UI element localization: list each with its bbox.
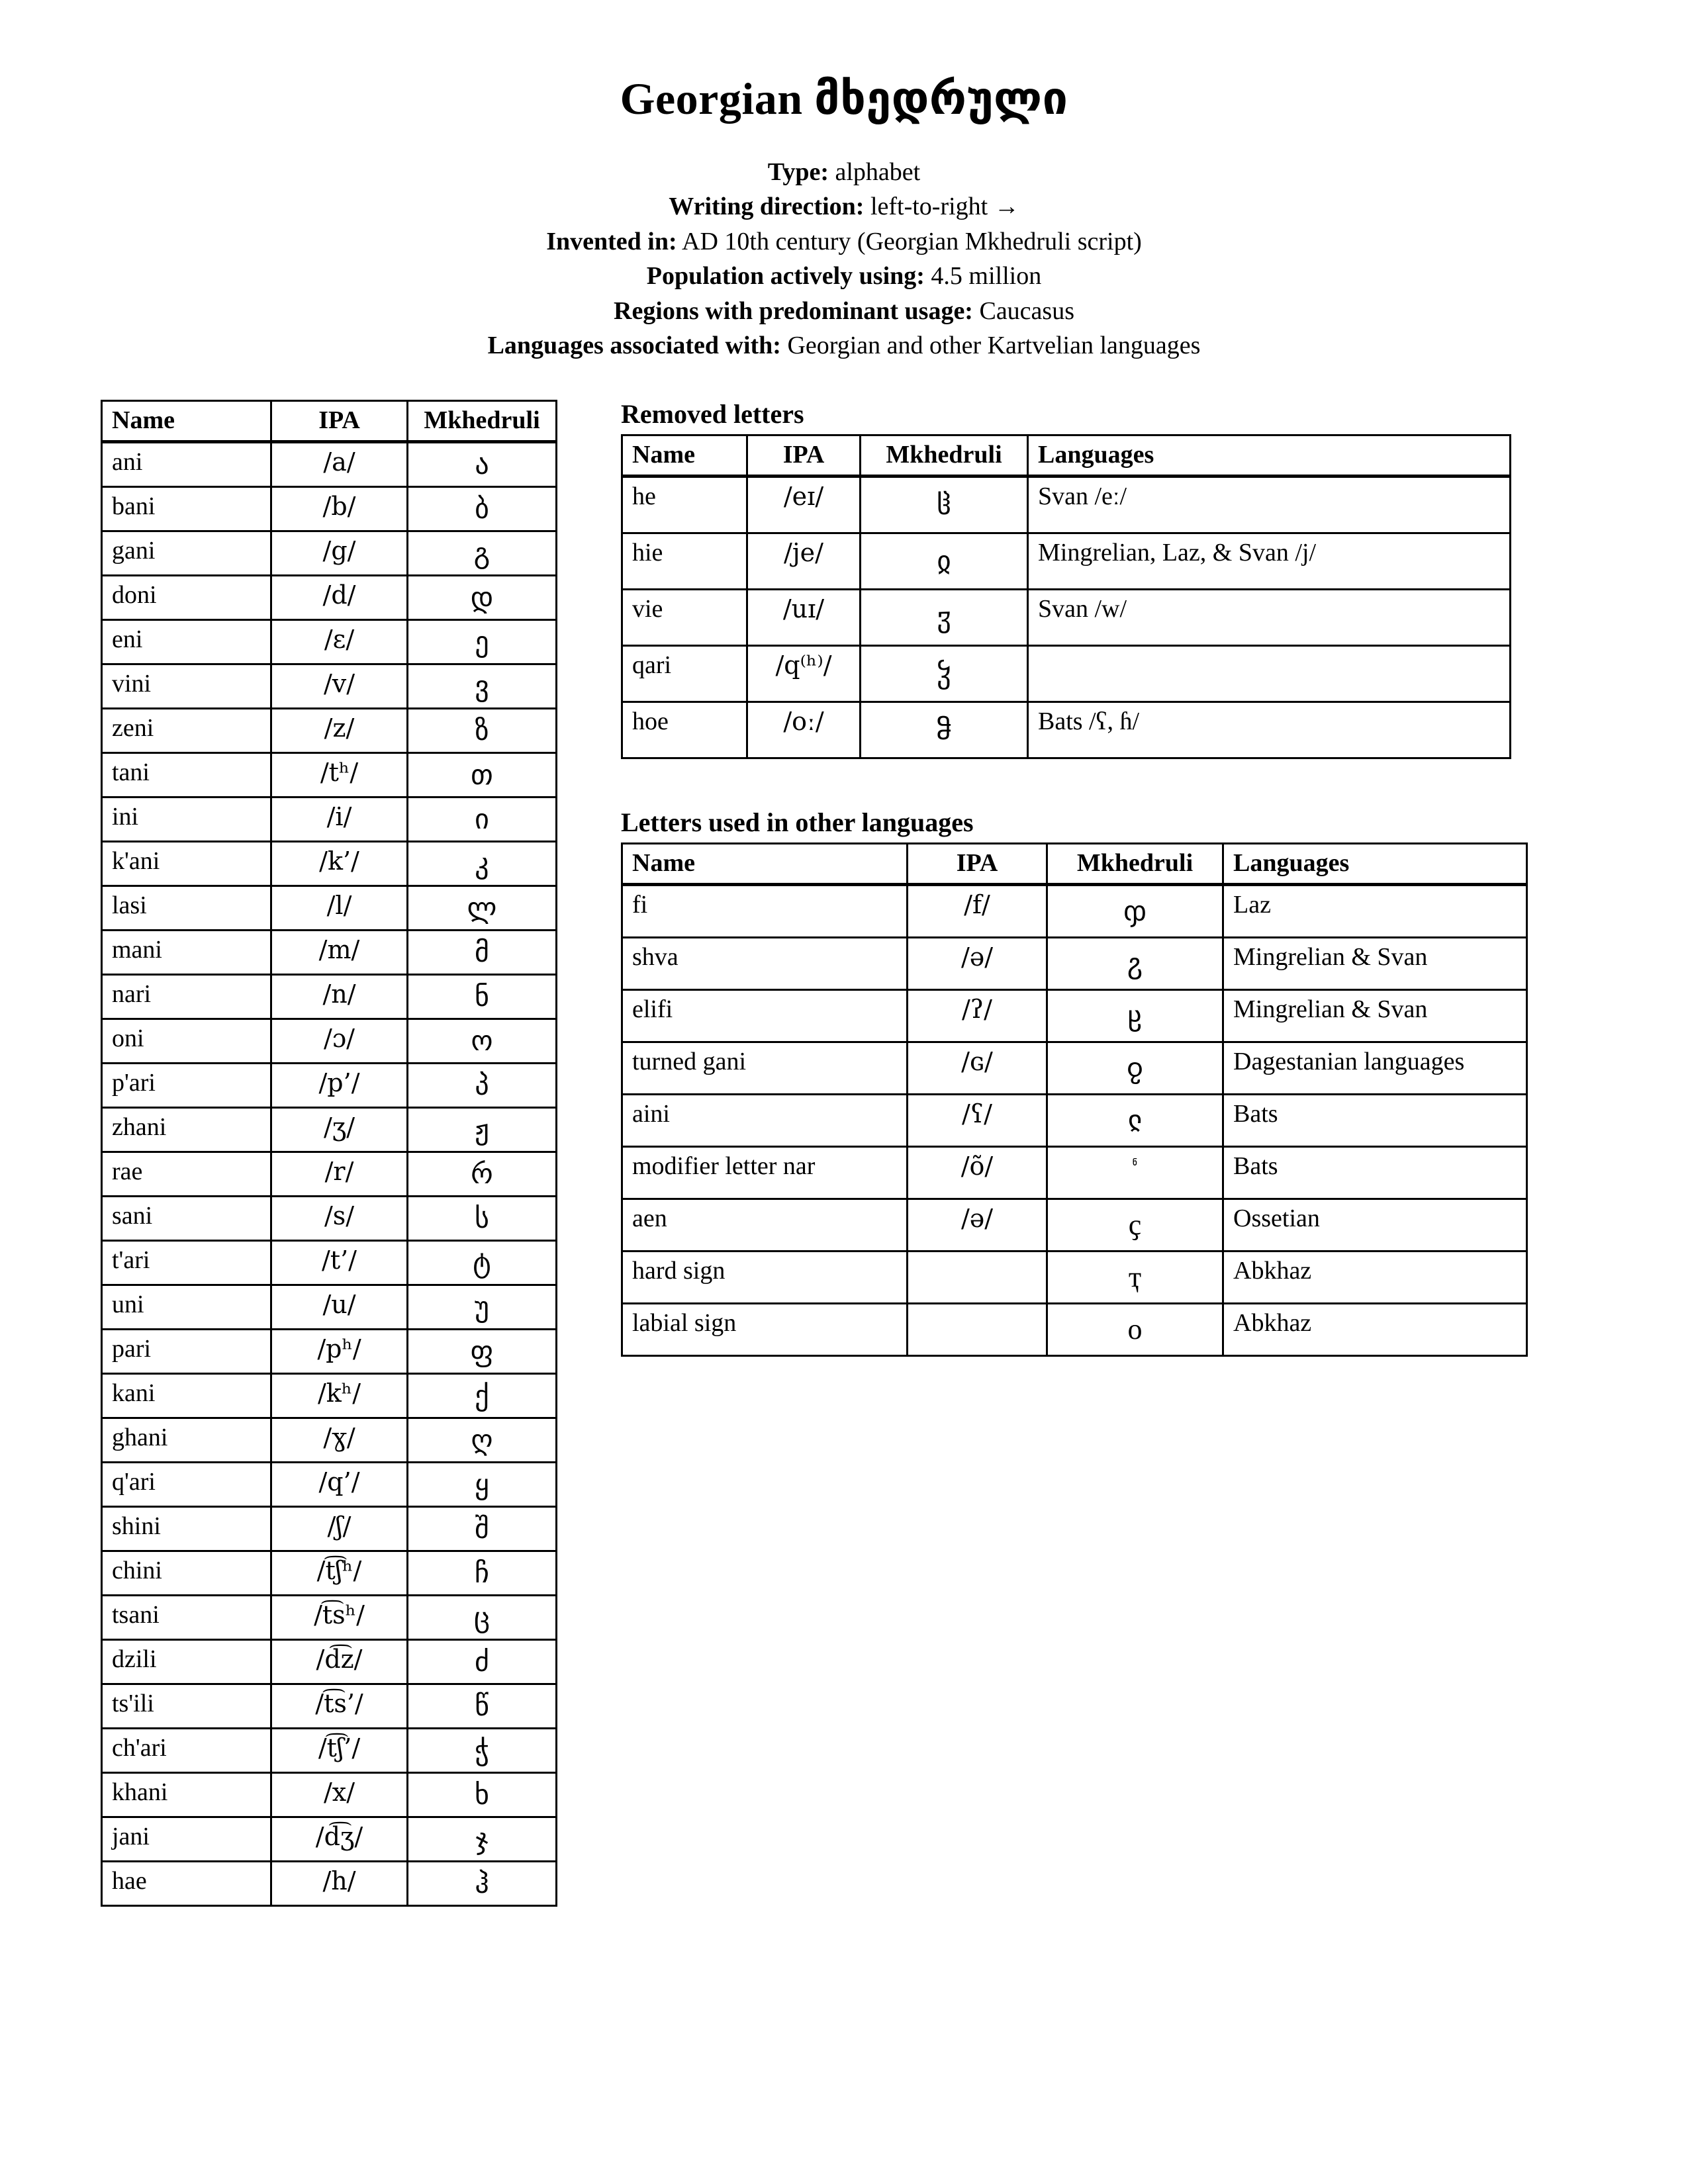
metadata-line-type [0, 155, 1688, 189]
cell-ipa: /d͡z/ [271, 1640, 408, 1684]
removed-letters-table [621, 434, 1511, 759]
cell-ipa: /k’/ [271, 842, 408, 886]
column-header-mkhedruli: Mkhedruli [861, 435, 1028, 477]
cell-languages: Bats /ʕ, ɦ/ [1028, 702, 1511, 758]
cell-ipa: /n/ [271, 975, 408, 1019]
cell-ipa [908, 1304, 1047, 1356]
table-row [622, 1147, 1527, 1199]
cell-ipa: /ɣ/ [271, 1418, 408, 1463]
metadata-value: 4.5 million [931, 262, 1042, 291]
cell-ipa: /eɪ/ [747, 477, 861, 533]
cell-languages: Abkhaz [1223, 1251, 1527, 1304]
table-row [102, 1418, 557, 1463]
cell-mkhedruli: ქ [408, 1374, 557, 1418]
cell-name: dzili [102, 1640, 271, 1684]
cell-ipa: /je/ [747, 533, 861, 590]
cell-languages: Dagestanian languages [1223, 1042, 1527, 1095]
cell-mkhedruli: შ [408, 1507, 557, 1551]
table-row [102, 1551, 557, 1596]
table-row [102, 1108, 557, 1152]
metadata-label: Population actively using: [646, 262, 925, 291]
cell-name: sani [102, 1197, 271, 1241]
cell-name: hoe [622, 702, 747, 758]
table-row [102, 1064, 557, 1108]
cell-name: mani [102, 931, 271, 975]
cell-name: eni [102, 620, 271, 664]
cell-mkhedruli: ჵ [861, 702, 1028, 758]
table-row [102, 931, 557, 975]
column-header-ipa: IPA [271, 401, 408, 442]
table-row [102, 1463, 557, 1507]
cell-ipa: /x/ [271, 1773, 408, 1817]
metadata-value: Caucasus [979, 296, 1074, 325]
cell-name: bani [102, 487, 271, 531]
column-header-mkhedruli: Mkhedruli [408, 401, 557, 442]
table-row [102, 1773, 557, 1817]
cell-ipa: /t͡ʃʰ/ [271, 1551, 408, 1596]
table-row [102, 1285, 557, 1330]
cell-name: turned gani [622, 1042, 908, 1095]
column-header-languages: Languages [1223, 844, 1527, 885]
table-row [102, 487, 557, 531]
cell-ipa: /kʰ/ [271, 1374, 408, 1418]
metadata-line-invented-in [0, 224, 1688, 259]
section-spacer [621, 759, 1511, 808]
cell-name: qari [622, 646, 747, 702]
metadata-line-population [0, 259, 1688, 293]
cell-ipa: /d͡ʒ/ [271, 1817, 408, 1862]
cell-languages: Bats [1223, 1147, 1527, 1199]
cell-ipa: /t’/ [271, 1241, 408, 1285]
cell-mkhedruli: ჸ [1047, 990, 1223, 1042]
table-row [102, 1862, 557, 1906]
cell-mkhedruli: ჹ [1047, 1042, 1223, 1095]
cell-ipa: /a/ [271, 442, 408, 487]
cell-mkhedruli: ჺ [1047, 1095, 1223, 1147]
table-row [622, 938, 1527, 990]
metadata-line-languages [0, 328, 1688, 363]
cell-mkhedruli: ა [408, 442, 557, 487]
cell-mkhedruli: თ [408, 753, 557, 797]
column-header-mkhedruli: Mkhedruli [1047, 844, 1223, 885]
cell-languages: Svan /w/ [1028, 590, 1511, 646]
cell-ipa: /f/ [908, 885, 1047, 938]
cell-name: hie [622, 533, 747, 590]
table-row [102, 531, 557, 576]
cell-mkhedruli: ს [408, 1197, 557, 1241]
metadata-label: Invented in: [546, 227, 677, 255]
table-row [102, 442, 557, 487]
cell-languages: Svan /eː/ [1028, 477, 1511, 533]
table-row [102, 842, 557, 886]
cell-mkhedruli: ҫ [1047, 1199, 1223, 1251]
cell-mkhedruli: ჰ [408, 1862, 557, 1906]
cell-name: ani [102, 442, 271, 487]
cell-languages: Ossetian [1223, 1199, 1527, 1251]
table-row [622, 1251, 1527, 1304]
table-row [622, 590, 1511, 646]
other-languages-title: Letters used in other languages [621, 807, 974, 838]
cell-name: vie [622, 590, 747, 646]
cell-ipa: /ʕ/ [908, 1095, 1047, 1147]
table-row [102, 620, 557, 664]
table-row [622, 885, 1527, 938]
cell-mkhedruli: ვ [408, 664, 557, 709]
table-row [102, 1152, 557, 1197]
column-header-name: Name [102, 401, 271, 442]
cell-name: kani [102, 1374, 271, 1418]
cell-name: rae [102, 1152, 271, 1197]
cell-name: ghani [102, 1418, 271, 1463]
table-row [102, 1330, 557, 1374]
cell-name: khani [102, 1773, 271, 1817]
cell-mkhedruli: ღ [408, 1418, 557, 1463]
cell-name: aen [622, 1199, 908, 1251]
table-row [102, 975, 557, 1019]
cell-ipa: /q⁽ʰ⁾/ [747, 646, 861, 702]
cell-mkhedruli: ხ [408, 1773, 557, 1817]
cell-name: chini [102, 1551, 271, 1596]
page-title [0, 74, 1688, 124]
table-row [622, 990, 1527, 1042]
cell-mkhedruli: ფ [408, 1330, 557, 1374]
cell-mkhedruli: წ [408, 1684, 557, 1729]
metadata-label: Regions with predominant usage: [614, 296, 973, 325]
cell-ipa: /h/ [271, 1862, 408, 1906]
table-row [102, 709, 557, 753]
cell-mkhedruli: ო [408, 1019, 557, 1064]
metadata-label: Type: [767, 158, 829, 186]
alphabet-table-body [102, 442, 557, 1906]
cell-languages [1028, 646, 1511, 702]
cell-ipa: /t͡ʃ’/ [271, 1729, 408, 1773]
cell-ipa: /oː/ [747, 702, 861, 758]
cell-name: doni [102, 576, 271, 620]
table-header-row [102, 401, 557, 442]
table-row [102, 1729, 557, 1773]
cell-mkhedruli: ძ [408, 1640, 557, 1684]
cell-ipa: /b/ [271, 487, 408, 531]
table-row [102, 1374, 557, 1418]
cell-name: he [622, 477, 747, 533]
removed-letters-table-body [622, 477, 1511, 758]
cell-mkhedruli: ჭ [408, 1729, 557, 1773]
table-row [622, 1095, 1527, 1147]
table-row [102, 886, 557, 931]
cell-ipa: /ʃ/ [271, 1507, 408, 1551]
table-row [102, 1640, 557, 1684]
cell-ipa: /pʰ/ [271, 1330, 408, 1374]
other-languages-table-body [622, 885, 1527, 1356]
cell-name: fi [622, 885, 908, 938]
column-header-ipa: IPA [747, 435, 861, 477]
cell-mkhedruli: დ [408, 576, 557, 620]
cell-ipa: /ə/ [908, 938, 1047, 990]
page-title-native: მხედრული [814, 73, 1068, 125]
metadata-value: Georgian and other Kartvelian languages [787, 331, 1201, 359]
cell-name: zeni [102, 709, 271, 753]
cell-mkhedruli: ზ [408, 709, 557, 753]
cell-name: ini [102, 797, 271, 842]
right-column [621, 400, 1511, 1357]
metadata-line-regions [0, 294, 1688, 328]
cell-name: tani [102, 753, 271, 797]
cell-mkhedruli: ჲ [861, 533, 1028, 590]
removed-letters-title: Removed letters [621, 399, 804, 430]
cell-name: shini [102, 1507, 271, 1551]
cell-mkhedruli: ჩ [408, 1551, 557, 1596]
cell-mkhedruli: ჱ [861, 477, 1028, 533]
cell-name: shva [622, 938, 908, 990]
cell-mkhedruli: ბ [408, 487, 557, 531]
cell-mkhedruli: ი [408, 797, 557, 842]
cell-languages: Mingrelian & Svan [1223, 990, 1527, 1042]
cell-mkhedruli: გ [408, 531, 557, 576]
metadata-label: Languages associated with: [487, 331, 781, 359]
cell-name: q'ari [102, 1463, 271, 1507]
cell-mkhedruli: ჶ [1047, 885, 1223, 938]
cell-ipa: /z/ [271, 709, 408, 753]
cell-name: lasi [102, 886, 271, 931]
cell-ipa: /g/ [271, 531, 408, 576]
cell-ipa: /uɪ/ [747, 590, 861, 646]
table-row [102, 1241, 557, 1285]
cell-name: k'ani [102, 842, 271, 886]
cell-mkhedruli: უ [408, 1285, 557, 1330]
table-row [102, 1596, 557, 1640]
cell-name: zhani [102, 1108, 271, 1152]
table-row [102, 1197, 557, 1241]
cell-name: gani [102, 531, 271, 576]
table-row [622, 1199, 1527, 1251]
cell-ipa: /ʒ/ [271, 1108, 408, 1152]
cell-languages: Bats [1223, 1095, 1527, 1147]
metadata-block [0, 155, 1688, 363]
cell-name: nari [102, 975, 271, 1019]
cell-mkhedruli: ჟ [408, 1108, 557, 1152]
table-row [622, 533, 1511, 590]
table-row [102, 797, 557, 842]
cell-ipa: /q’/ [271, 1463, 408, 1507]
cell-name: vini [102, 664, 271, 709]
cell-name: hard sign [622, 1251, 908, 1304]
cell-ipa: /s/ [271, 1197, 408, 1241]
column-header-ipa: IPA [908, 844, 1047, 885]
metadata-value: AD 10th century (Georgian Mkhedruli script) [682, 227, 1142, 255]
cell-ipa [908, 1251, 1047, 1304]
cell-mkhedruli: ჷ [1047, 938, 1223, 990]
cell-ipa: /ʔ/ [908, 990, 1047, 1042]
table-row [622, 477, 1511, 533]
table-row [622, 1042, 1527, 1095]
cell-ipa: /p’/ [271, 1064, 408, 1108]
table-header-row [622, 844, 1527, 885]
left-column [101, 400, 557, 1907]
cell-languages: Mingrelian & Svan [1223, 938, 1527, 990]
metadata-label: Writing direction: [669, 193, 865, 221]
column-header-name: Name [622, 435, 747, 477]
cell-name: p'ari [102, 1064, 271, 1108]
column-header-name: Name [622, 844, 908, 885]
cell-name: ch'ari [102, 1729, 271, 1773]
cell-ipa: /ɔ/ [271, 1019, 408, 1064]
table-header-row [622, 435, 1511, 477]
cell-mkhedruli: ნ [408, 975, 557, 1019]
cell-name: ts'ili [102, 1684, 271, 1729]
cell-ipa: /i/ [271, 797, 408, 842]
cell-mkhedruli: ჼ [1047, 1147, 1223, 1199]
cell-mkhedruli: ლ [408, 886, 557, 931]
table-row [102, 1817, 557, 1862]
metadata-value: left-to-right → [870, 193, 1019, 221]
cell-ipa: /t͡s’/ [271, 1684, 408, 1729]
cell-name: oni [102, 1019, 271, 1064]
cell-name: uni [102, 1285, 271, 1330]
other-languages-table [621, 842, 1528, 1357]
cell-ipa: /m/ [271, 931, 408, 975]
table-row [102, 664, 557, 709]
cell-mkhedruli: რ [408, 1152, 557, 1197]
table-row [622, 646, 1511, 702]
column-header-languages: Languages [1028, 435, 1511, 477]
page-header [0, 0, 1688, 363]
cell-languages: Abkhaz [1223, 1304, 1527, 1356]
cell-ipa: /ɢ/ [908, 1042, 1047, 1095]
cell-name: pari [102, 1330, 271, 1374]
cell-ipa: /tʰ/ [271, 753, 408, 797]
metadata-value: alphabet [835, 158, 921, 186]
table-row [102, 753, 557, 797]
cell-name: hae [102, 1862, 271, 1906]
cell-mkhedruli: ტ [408, 1241, 557, 1285]
cell-mkhedruli: კ [408, 842, 557, 886]
cell-ipa: /u/ [271, 1285, 408, 1330]
cell-mkhedruli: პ [408, 1064, 557, 1108]
alphabet-table [101, 400, 557, 1907]
cell-name: tsani [102, 1596, 271, 1640]
table-row [102, 1507, 557, 1551]
cell-ipa: /õ/ [908, 1147, 1047, 1199]
cell-mkhedruli: ჯ [408, 1817, 557, 1862]
cell-name: modifier letter nar [622, 1147, 908, 1199]
cell-name: jani [102, 1817, 271, 1862]
page-title-latin: Georgian [620, 73, 803, 124]
cell-mkhedruli: ҭ [1047, 1251, 1223, 1304]
cell-mkhedruli: ე [408, 620, 557, 664]
metadata-line-writing-direction [0, 189, 1688, 224]
cell-languages: Laz [1223, 885, 1527, 938]
table-row [102, 576, 557, 620]
cell-name: labial sign [622, 1304, 908, 1356]
cell-mkhedruli: ჴ [861, 646, 1028, 702]
cell-mkhedruli: ჳ [861, 590, 1028, 646]
cell-ipa: /r/ [271, 1152, 408, 1197]
cell-ipa: /d/ [271, 576, 408, 620]
cell-mkhedruli: მ [408, 931, 557, 975]
cell-ipa: /ɛ/ [271, 620, 408, 664]
cell-ipa: /t͡sʰ/ [271, 1596, 408, 1640]
table-row [622, 1304, 1527, 1356]
table-row [102, 1684, 557, 1729]
cell-name: elifi [622, 990, 908, 1042]
cell-mkhedruli: ο [1047, 1304, 1223, 1356]
cell-ipa: /l/ [271, 886, 408, 931]
cell-languages: Mingrelian, Laz, & Svan /j/ [1028, 533, 1511, 590]
cell-mkhedruli: ყ [408, 1463, 557, 1507]
table-row [622, 702, 1511, 758]
cell-name: t'ari [102, 1241, 271, 1285]
cell-ipa: /ə/ [908, 1199, 1047, 1251]
cell-mkhedruli: ც [408, 1596, 557, 1640]
cell-name: aini [622, 1095, 908, 1147]
table-row [102, 1019, 557, 1064]
cell-ipa: /v/ [271, 664, 408, 709]
